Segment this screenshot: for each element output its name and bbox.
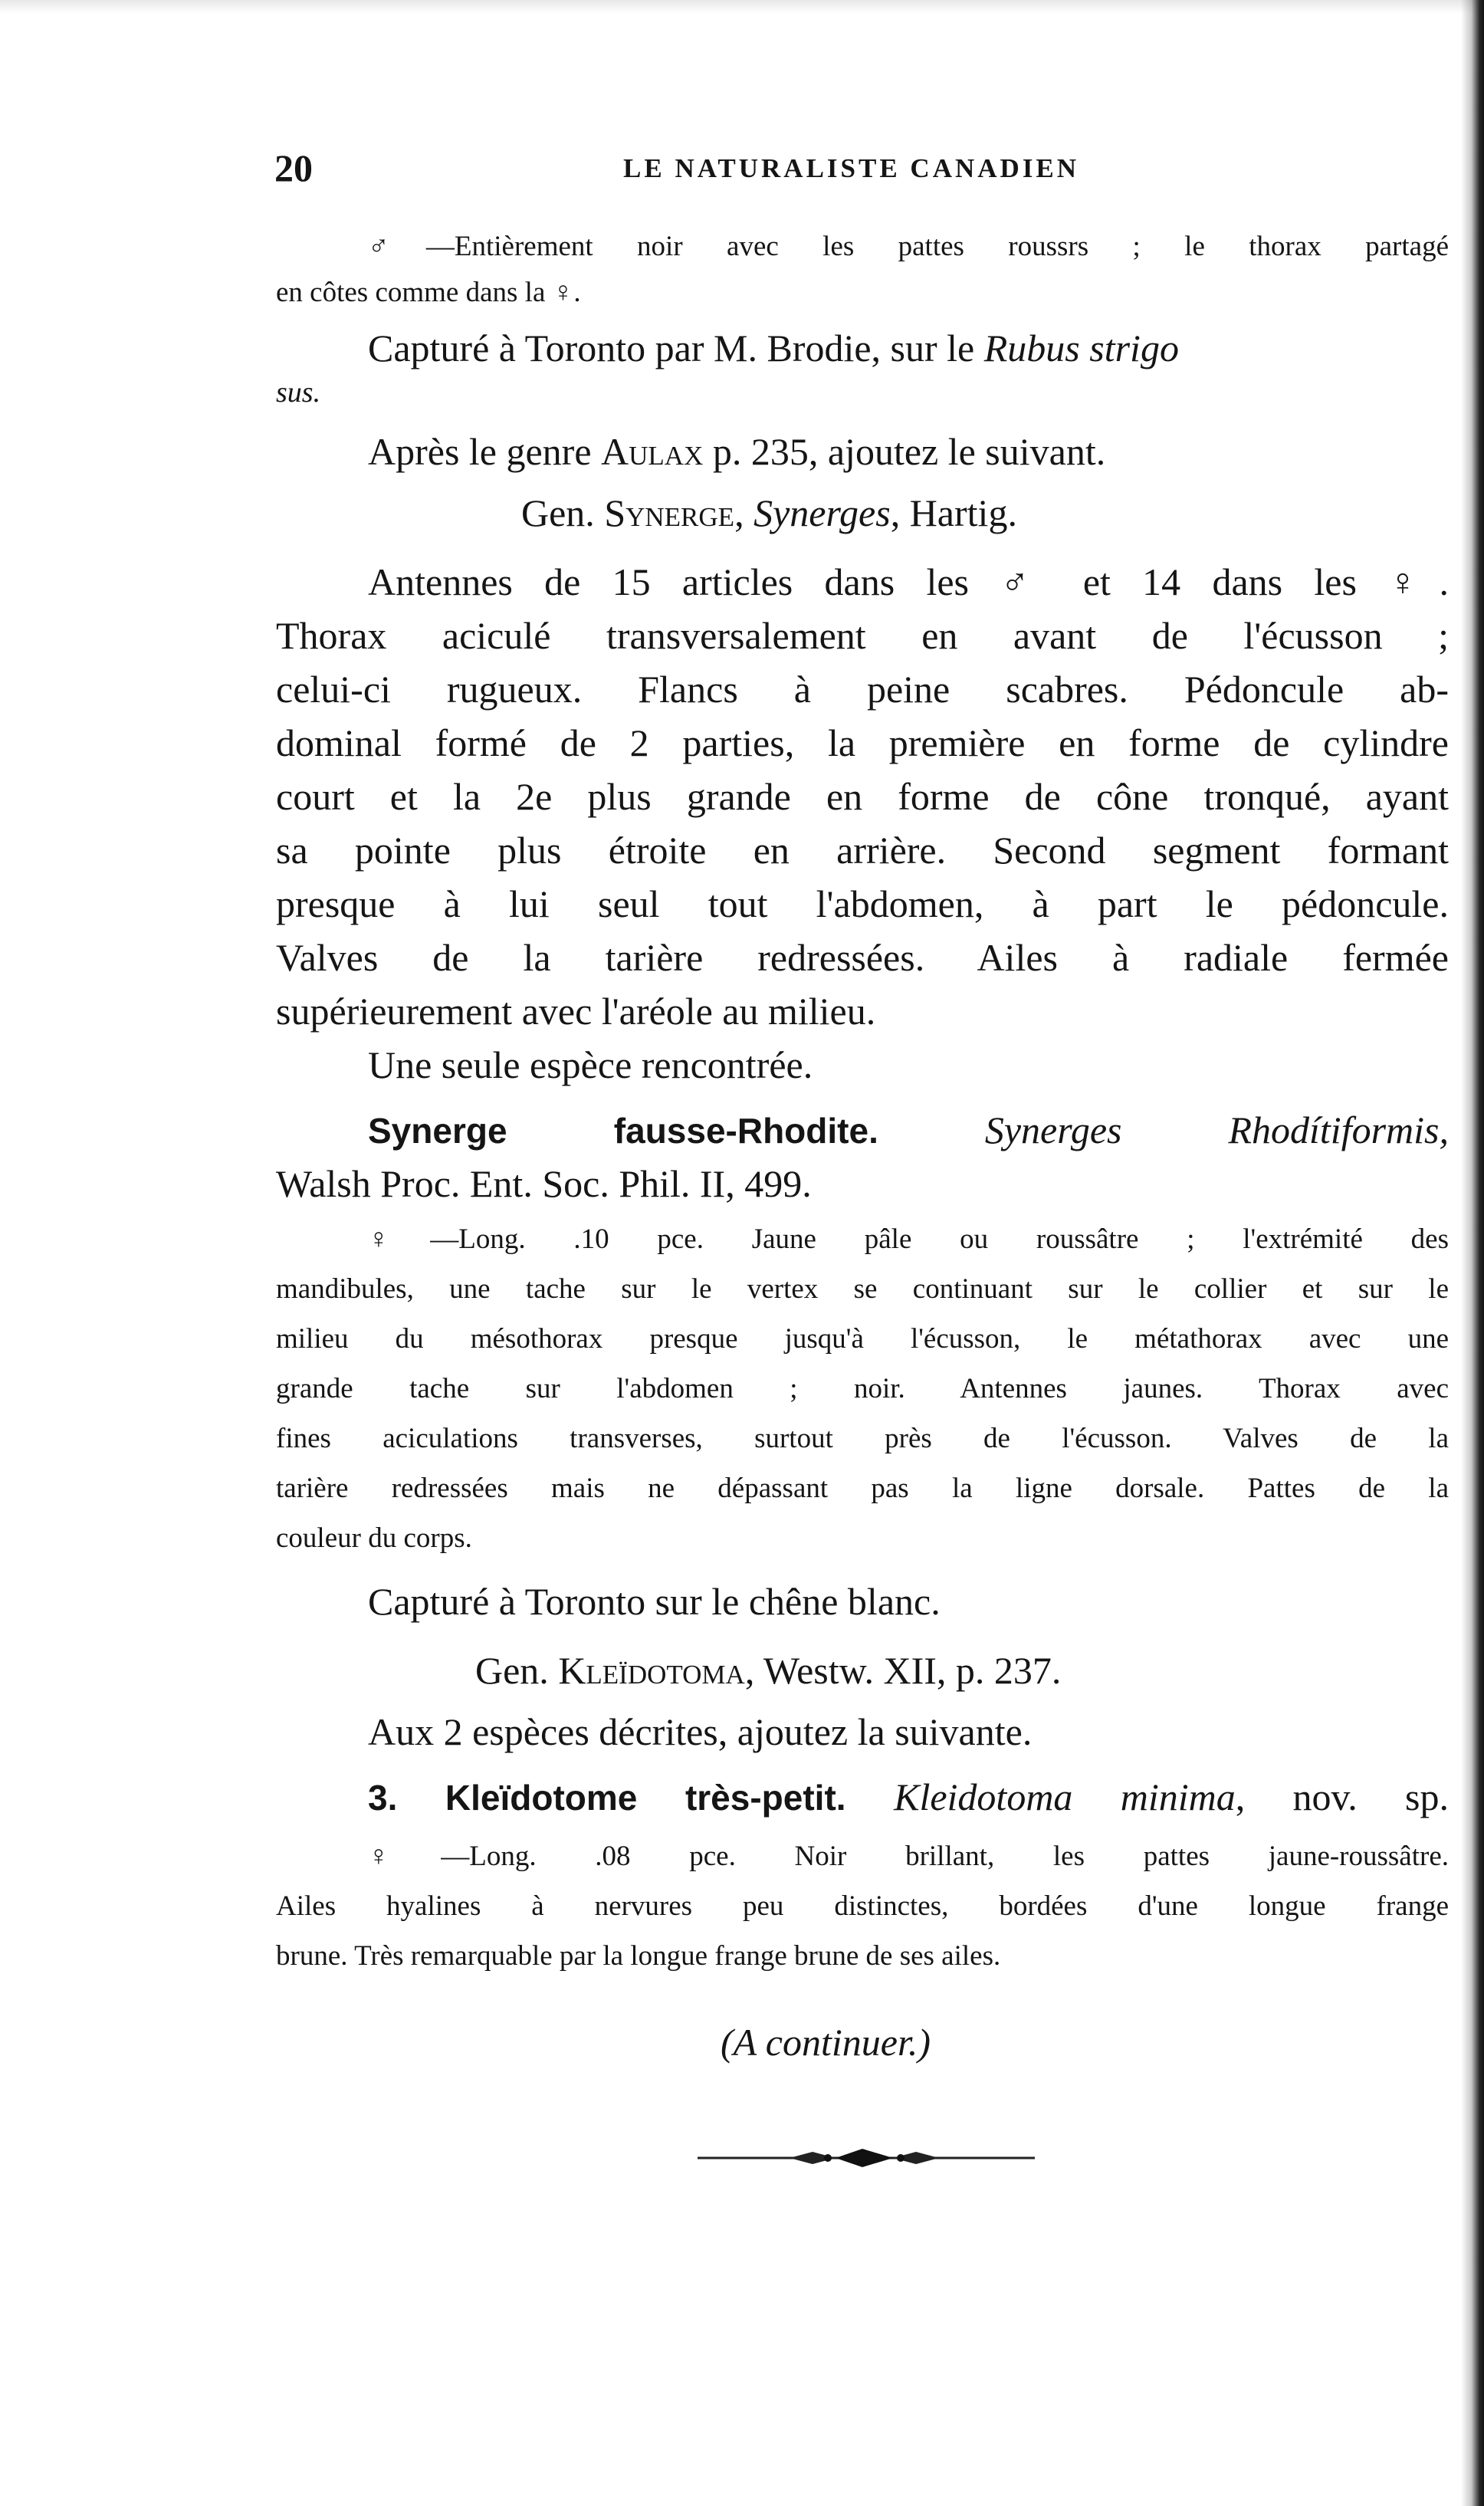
text-span: p. 235, ajoutez le suivant. — [703, 430, 1106, 473]
text-line: Walsh Proc. Ent. Soc. Phil. II, 499. — [276, 1162, 812, 1205]
text-span: Après le genre — [368, 430, 602, 473]
text-line: couleur du corps. — [276, 1522, 472, 1554]
text-line: ♂—Entièrement noir avec les pattes roussrs ; le thorax partagé — [368, 231, 1449, 262]
species-heading — [276, 1108, 1449, 1152]
text-line: presque à lui seul tout l'abdomen, à part le pédoncule. — [276, 882, 1449, 925]
genus-heading — [475, 1648, 1318, 1693]
text-span: Capturé à Toronto par M. Brodie, sur le — [368, 327, 984, 369]
running-head: LE NATURALISTE CANADIEN — [623, 153, 1080, 183]
text-line: brune. Très remarquable par la longue frange brune de ses ailes. — [276, 1940, 1001, 1972]
genus-name: Aulax — [601, 430, 704, 473]
text-line — [276, 326, 1449, 370]
text-line: milieu du mésothorax presque jusqu'à l'écusson, le métathorax avec une — [276, 1323, 1449, 1355]
scan-edge-top — [0, 0, 1484, 14]
text-line: court et la 2e plus grande en forme de cône tronqué, ayant — [276, 775, 1449, 818]
species-common-name: 3. Kleïdotome très-petit. — [368, 1778, 895, 1818]
text-span: , Hartig. — [890, 491, 1017, 534]
continued-text: (A continuer.) — [721, 2021, 931, 2064]
page-header — [274, 146, 1394, 199]
ornament-divider — [698, 2143, 1035, 2173]
text-line: en côtes comme dans la ♀. — [276, 277, 581, 308]
text-line: ♀—Long. .08 pce. Noir brillant, les pattes jaune-roussâtre. — [368, 1841, 1449, 1872]
species-heading — [276, 1775, 1449, 1819]
text-line: Valves de la tarière redressées. Ailes à radiale fermée — [276, 936, 1449, 979]
text-line: Antennes de 15 articles dans les ♂ et 14 dans les ♀. — [368, 560, 1449, 603]
text-span: , Westw. XII, p. 237. — [744, 1649, 1062, 1692]
text-line: fines aciculations transverses, surtout près de l'écusson. Valves de la — [276, 1423, 1449, 1454]
scan-edge-right — [1461, 0, 1484, 2506]
genus-heading — [521, 491, 1211, 535]
text-line: Thorax aciculé transversalement en avant de l'écusson ; — [276, 614, 1449, 657]
text-line: Aux 2 espèces décrites, ajoutez la suivante. — [368, 1710, 1033, 1753]
text-span: Gen. — [475, 1649, 559, 1692]
text-line: Capturé à Toronto sur le chêne blanc. — [368, 1580, 941, 1623]
species-name-cont: sus. — [276, 376, 321, 409]
text-line: celui-ci rugueux. Flancs à peine scabres. Pédoncule ab- — [276, 668, 1449, 711]
text-line — [276, 429, 1449, 474]
species-latin-name: Kleidotoma minima — [894, 1775, 1236, 1818]
species-latin-name: Synerges Rhodítiformis, — [984, 1108, 1450, 1151]
species-common-name: Synerge fausse-Rhodite. — [368, 1111, 878, 1151]
text-line: supérieurement avec l'aréole au milieu. — [276, 990, 876, 1033]
text-span: Gen. — [521, 491, 605, 534]
page-number: 20 — [274, 146, 313, 189]
genus-name: Kleïdotoma — [558, 1649, 745, 1692]
text-span: , nov. sp. — [1235, 1775, 1449, 1818]
text-line — [276, 376, 1449, 409]
text-line: tarière redressées mais ne dépassant pas la ligne dorsale. Pattes de la — [276, 1473, 1449, 1504]
text-line: sa pointe plus étroite en arrière. Second segment formant — [276, 829, 1449, 872]
text-span: , — [734, 491, 754, 534]
text-line: grande tache sur l'abdomen ; noir. Antennes jaunes. Thorax avec — [276, 1373, 1449, 1404]
text-line: Une seule espèce rencontrée. — [368, 1043, 813, 1086]
continued-note — [721, 2020, 1104, 2064]
text-line: ♀—Long. .10 pce. Jaune pâle ou roussâtre ; l'extrémité des — [368, 1223, 1449, 1255]
genus-latin: Synerges — [753, 491, 891, 534]
text-line: dominal formé de 2 parties, la première en forme de cylindre — [276, 721, 1449, 764]
text-line: Ailes hyalines à nervures peu distinctes, bordées d'une longue frange — [276, 1890, 1449, 1922]
genus-name: Synerge — [604, 491, 735, 534]
text-line: mandibules, une tache sur le vertex se continuant sur le collier et sur le — [276, 1273, 1449, 1305]
species-name: Rubus strigo — [983, 327, 1179, 369]
